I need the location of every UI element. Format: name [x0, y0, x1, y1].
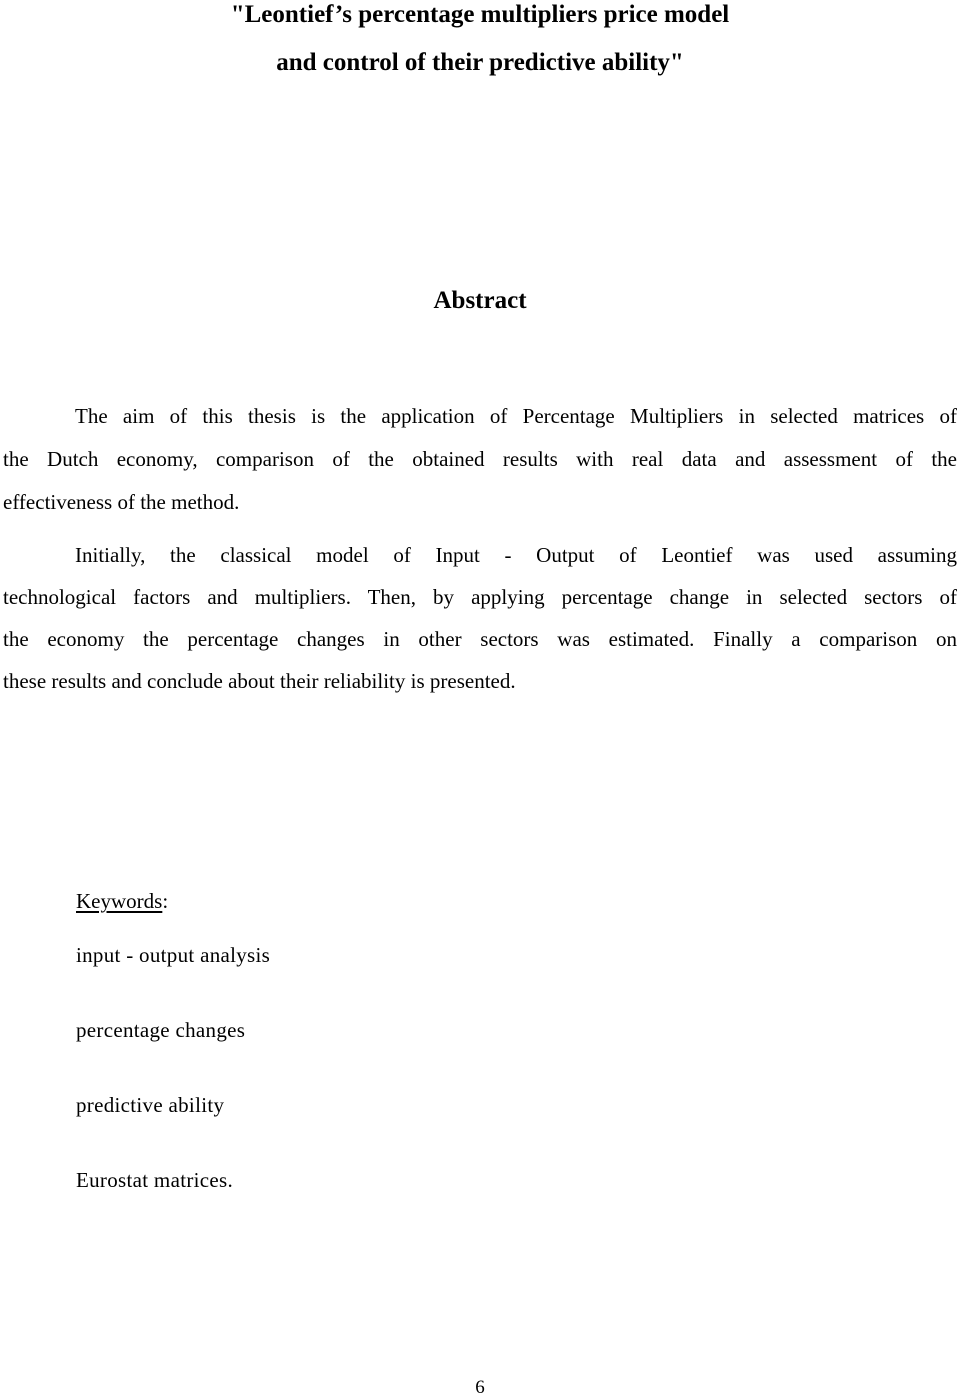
paragraph-line: technological factors and multipliers. Then, by applying percentage change in selected sectors of [3, 585, 957, 609]
keyword-item: percentage changes [76, 1018, 246, 1042]
paragraph-line: the economy the percentage changes in other sectors was estimated. Finally a comparison on [3, 627, 957, 651]
abstract-paragraph-1 [3, 395, 957, 524]
keyword-item: input - output analysis [76, 943, 271, 967]
paragraph-line: these results and conclude about their reliability is presented. [3, 669, 516, 693]
keywords-section [76, 884, 270, 1218]
keywords-heading [76, 884, 270, 918]
keywords-heading-colon: : [162, 889, 169, 913]
document-title-line-2: and control of their predictive ability" [276, 49, 684, 76]
paragraph-line: the Dutch economy, comparison of the obtained results with real data and assessment of the [3, 447, 957, 471]
keywords-heading-label: Keywords [76, 889, 163, 913]
keyword-item: predictive ability [76, 1093, 225, 1117]
paragraph-line: effectiveness of the method. [3, 490, 240, 514]
page-number: 6 [475, 1377, 485, 1398]
document-title-line-1: "Leontief’s percentage multipliers price model [230, 1, 730, 28]
keyword-item: Eurostat matrices. [76, 1168, 234, 1192]
abstract-paragraph-2 [3, 534, 957, 702]
abstract-heading: Abstract [433, 287, 527, 314]
paragraph-line: The aim of this thesis is the application of Percentage Multipliers in selected matrices of [75, 404, 957, 428]
paragraph-line: Initially, the classical model of Input - Output of Leontief was used assuming [75, 543, 957, 567]
